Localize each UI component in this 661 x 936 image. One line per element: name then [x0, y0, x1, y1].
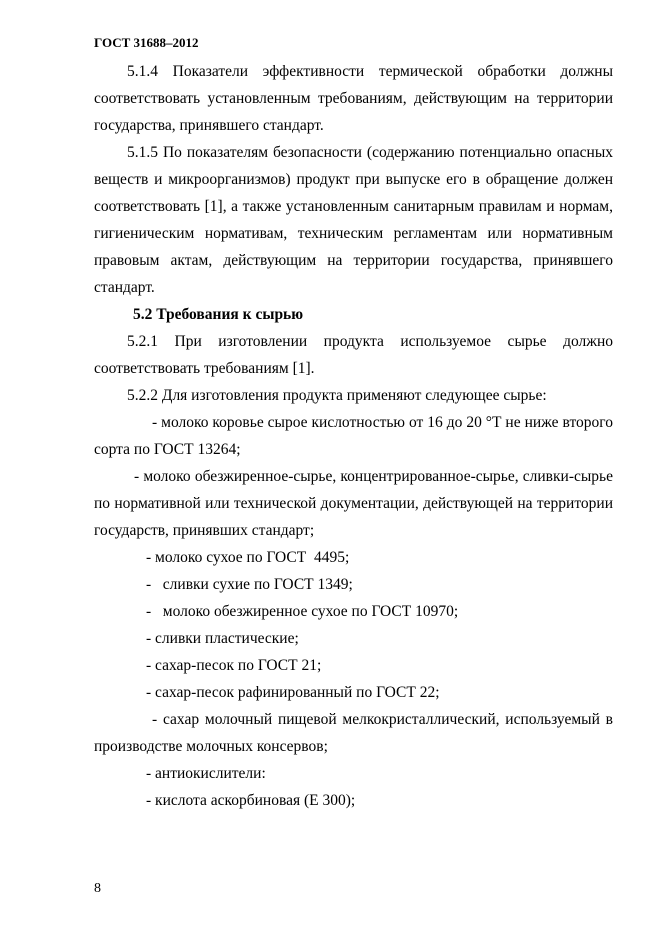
document-body	[94, 58, 617, 814]
raw-material-item: - сливки сухие по ГОСТ 1349;	[146, 576, 353, 593]
paragraph-5-2-1: 5.2.1 При изготовлении продукта используемое сырье должно соответствовать требованиям [1].	[94, 333, 613, 377]
paragraph-5-1-5: 5.1.5 По показателям безопасности (содержанию потенциально опасных веществ и микроорганизмов) продукт при выпуске его в обращение должен соответствовать [1], а также установленным санитарным правилам и нормам, гигиеническим нормативам, техническим регламентам или нормативным правовым актам, действующим на территории государства, принявшего стандарт.	[94, 144, 613, 296]
standard-code-header: ГОСТ 31688–2012	[94, 35, 199, 50]
page-number: 8	[94, 881, 101, 896]
raw-material-item: - молоко обезжиренное-сырье, концентрированное-сырье, сливки-сырье по нормативной или технической документации, действующей на территории государств, принявших стандарт;	[94, 468, 617, 539]
raw-material-item: - кислота аскорбиновая (Е 300);	[146, 792, 356, 809]
raw-material-item: - сахар-песок по ГОСТ 21;	[146, 657, 322, 674]
raw-material-item: - молоко коровье сырое кислотностью от 16 до 20 °Т не ниже второго сорта по ГОСТ 13264;	[94, 414, 617, 458]
raw-material-item: - молоко сухое по ГОСТ 4495;	[146, 549, 350, 566]
section-heading-5-2: 5.2 Требования к сырью	[133, 306, 304, 323]
raw-material-item: - сливки пластические;	[146, 630, 299, 647]
raw-material-item: - молоко обезжиренное сухое по ГОСТ 10970;	[146, 603, 459, 620]
raw-material-item: - сахар-песок рафинированный по ГОСТ 22;	[146, 684, 440, 701]
paragraph-5-2-2: 5.2.2 Для изготовления продукта применяют следующее сырье:	[127, 387, 547, 404]
raw-material-item: - сахар молочный пищевой мелкокристаллический, используемый в производстве молочных консервов;	[94, 711, 617, 755]
raw-material-item: - антиокислители:	[146, 765, 266, 782]
paragraph-5-1-4: 5.1.4 Показатели эффективности термической обработки должны соответствовать установленным требованиям, действующим на территории государства, принявшего стандарт.	[94, 63, 613, 134]
